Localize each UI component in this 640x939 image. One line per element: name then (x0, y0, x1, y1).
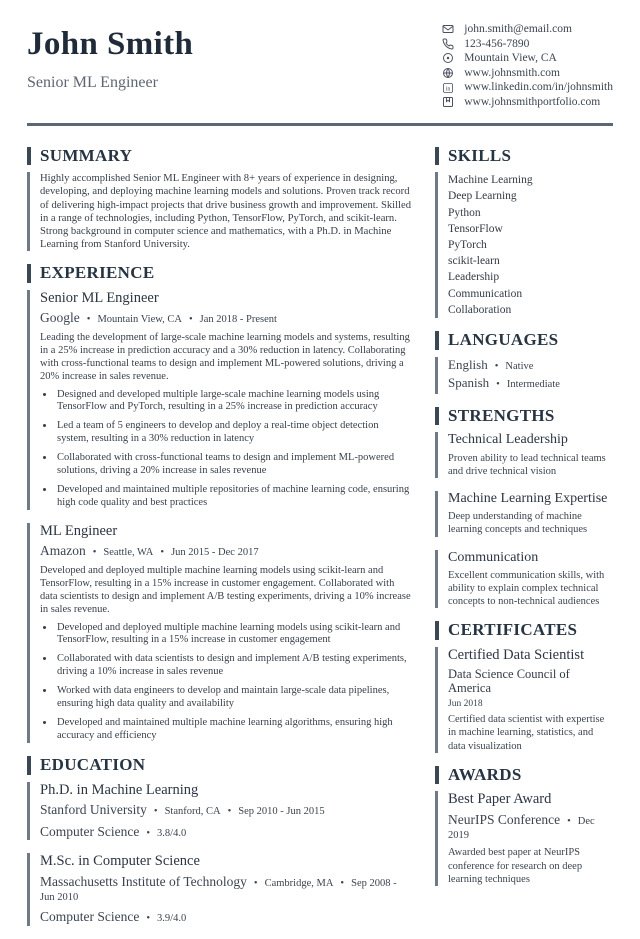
education-entry (27, 853, 411, 926)
experience-bullet: • Collaborated with cross-functional teams to design and implement ML-powered solutions, driving a 20% increase in sales revenue (55, 452, 411, 478)
award-issuer: NeurIPS Conference (448, 812, 561, 828)
job-title: Senior ML Engineer (27, 74, 158, 92)
experience-bullet: • Developed and deployed multiple machine learning models using scikit-learn and TensorFlow, resulting in a 15% increase in customer engagement (55, 622, 411, 648)
education-gpa: • 3.9/4.0 (139, 913, 186, 924)
strength-text: Excellent communication skills, with ability to explain complex technical concepts to non-technical audiences (448, 569, 605, 608)
education-dates: • Sep 2010 - Jun 2015 (221, 806, 325, 817)
globe-icon (442, 67, 454, 79)
education-heading: EDUCATION (27, 756, 411, 775)
certificate-title: Certified Data Scientist (448, 646, 585, 663)
location-icon (442, 52, 454, 64)
experience-entry (27, 523, 411, 743)
contact-email (442, 22, 613, 37)
contact-location (442, 51, 613, 66)
education-location: • Stanford, CA (147, 806, 221, 817)
experience-title: ML Engineer (40, 522, 118, 539)
language-level: • Native (488, 361, 534, 372)
language-level: • Intermediate (489, 379, 560, 390)
education-gpa: • 3.8/4.0 (139, 828, 186, 839)
summary-block (27, 172, 411, 251)
language-item (448, 375, 613, 394)
award-item (435, 791, 613, 886)
strengths-heading: STRENGTHS (435, 407, 613, 426)
experience-company: Amazon (40, 543, 86, 559)
linkedin-icon (442, 82, 454, 94)
education-major-line (40, 908, 411, 926)
strength-title: Technical Leadership (448, 432, 568, 448)
phone-icon (442, 38, 454, 50)
section-strengths (435, 407, 613, 609)
skill-item: Python (448, 206, 481, 219)
skill-item: Communication (448, 287, 523, 300)
education-school: Stanford University (40, 802, 147, 818)
skill-item: TensorFlow (448, 222, 503, 235)
experience-bullet: • Collaborated with data scientists to design and implement A/B testing experiments, driving a 10% increase in sales revenue (55, 653, 411, 679)
experience-bullet: • Developed and maintained multiple machine learning algorithms, ensuring high accuracy and efficiency (55, 717, 411, 743)
experience-bullet: • Worked with data engineers to develop and maintain large-scale data pipelines, ensuring high data quality and availability (55, 685, 411, 711)
experience-heading: EXPERIENCE (27, 264, 411, 283)
section-education (27, 756, 411, 926)
certificate-text: Certified data scientist with expertise in machine learning, statistics, and data visualization (448, 714, 605, 752)
certificates-heading: CERTIFICATES (435, 621, 613, 640)
section-skills (435, 147, 613, 319)
award-title: Best Paper Award (448, 791, 552, 808)
experience-meta (40, 542, 411, 560)
experience-dates: • Jan 2018 - Present (182, 314, 277, 325)
summary-heading: SUMMARY (27, 147, 411, 166)
email-icon (442, 23, 454, 35)
experience-location: • Seattle, WA (86, 547, 154, 558)
languages-block (435, 357, 613, 394)
certificate-item (435, 647, 613, 753)
contact-phone (442, 37, 613, 52)
education-degree: Ph.D. in Machine Learning (40, 781, 199, 798)
education-major: Computer Science (40, 823, 140, 839)
education-entry (27, 782, 411, 841)
header-divider (27, 123, 613, 126)
award-text: Awarded best paper at NeurIPS conference for research on deep learning techniques (448, 847, 583, 885)
certificate-date: Jun 2018 (448, 699, 483, 710)
resume-body (27, 147, 613, 939)
contact-linkedin-text: www.linkedin.com/in/johnsmith (464, 81, 613, 94)
strength-title: Communication (448, 549, 539, 565)
experience-description: Developed and deployed multiple machine learning models using scikit-learn and TensorFlow, resulting in a 15% increase in customer engagement. Collaborated with data scientists to design and implement A/B testing experiments, driving a 10% increase in sales revenue. (40, 565, 411, 616)
summary-text: Highly accomplished Senior ML Engineer with 8+ years of experience in designing, developing, and deploying machine learning models and solutions. Proven track record of delivering high-impact projects that drive business growth and improvement. Skilled in a range of technologies, including Python, TensorFlow, PyTorch, and scikit-learn. Strong background in computer science and mathematics, with a Ph.D. in Machine Learning from Stanford University. (40, 173, 411, 250)
education-location: • Cambridge, MA (247, 878, 334, 889)
skill-item: Leadership (448, 271, 500, 284)
strength-item (435, 491, 613, 537)
award-date: • Dec 2019 (448, 816, 595, 841)
left-column (27, 147, 411, 939)
experience-title: Senior ML Engineer (40, 289, 159, 306)
experience-entry (27, 290, 411, 510)
experience-location: • Mountain View, CA (80, 314, 182, 325)
experience-description: Leading the development of large-scale machine learning models and systems, resulting in a 25% increase in prediction accuracy and a 30% reduction in latency. Collaborating with cross-functional teams to design and implement ML-powered solutions, driving a 20% increase in sales revenue. (40, 332, 410, 383)
skills-list (448, 172, 613, 318)
awards-heading: AWARDS (435, 766, 613, 785)
right-column (435, 147, 613, 939)
education-meta (40, 873, 411, 904)
skill-item: Deep Learning (448, 190, 517, 203)
contact-email-text: john.smith@email.com (464, 23, 572, 35)
certificate-issuer: Data Science Council of America (448, 666, 570, 696)
experience-dates: • Jun 2015 - Dec 2017 (153, 547, 258, 558)
experience-meta (40, 309, 411, 327)
language-item (448, 357, 613, 376)
section-experience (27, 264, 411, 743)
strength-title: Machine Learning Expertise (448, 490, 608, 506)
contact-linkedin (442, 80, 613, 95)
strength-item (435, 550, 613, 609)
education-dates: • Sep 2008 - Jun 2010 (40, 878, 397, 903)
contact-location-text: Mountain View, CA (464, 52, 557, 65)
section-languages (435, 331, 613, 394)
strength-item (435, 432, 613, 478)
experience-bullet-list (40, 389, 411, 510)
skill-item: PyTorch (448, 239, 487, 252)
skills-block (435, 172, 613, 318)
experience-bullet: • Led a team of 5 engineers to develop and deploy a real-time object detection system, resulting in a 30% reduction in latency (55, 420, 411, 446)
contact-phone-text: 123-456-7890 (464, 37, 530, 50)
education-major-line (40, 823, 411, 841)
skill-item: scikit-learn (448, 255, 500, 268)
language-name: Spanish (448, 375, 490, 391)
section-summary (27, 147, 411, 251)
education-degree: M.Sc. in Computer Science (40, 853, 200, 870)
section-awards (435, 766, 613, 886)
language-name: English (448, 356, 488, 372)
svg-text:in: in (445, 86, 451, 93)
person-name: John Smith (27, 26, 194, 62)
contact-website-text: www.johnsmith.com (464, 66, 560, 79)
languages-heading: LANGUAGES (435, 331, 613, 350)
section-certificates (435, 621, 613, 753)
education-school: Massachusetts Institute of Technology (40, 874, 247, 890)
experience-bullet: • Developed and maintained multiple repositories of machine learning code, ensuring high code quality and best practices (55, 484, 411, 510)
experience-company: Google (40, 310, 80, 326)
experience-bullet: • Designed and developed multiple large-scale machine learning models using TensorFlow and PyTorch, resulting in a 25% increase in prediction accuracy (55, 389, 411, 415)
strength-text: Deep understanding of machine learning concepts and techniques (448, 511, 588, 536)
strength-text: Proven ability to lead technical teams and drive technical vision (448, 452, 606, 477)
experience-bullet-list (40, 622, 411, 743)
skill-item: Collaboration (448, 303, 512, 316)
resume-header (27, 20, 613, 110)
contact-portfolio (442, 95, 613, 110)
skill-item: Machine Learning (448, 174, 533, 187)
education-major: Computer Science (40, 909, 140, 925)
skills-heading: SKILLS (435, 147, 613, 166)
portfolio-icon (442, 96, 454, 108)
contact-website (442, 66, 613, 81)
contact-portfolio-text: www.johnsmithportfolio.com (464, 95, 601, 108)
identity-block (27, 20, 193, 92)
contact-list (442, 22, 613, 110)
award-meta (448, 811, 613, 842)
education-meta (40, 801, 411, 819)
